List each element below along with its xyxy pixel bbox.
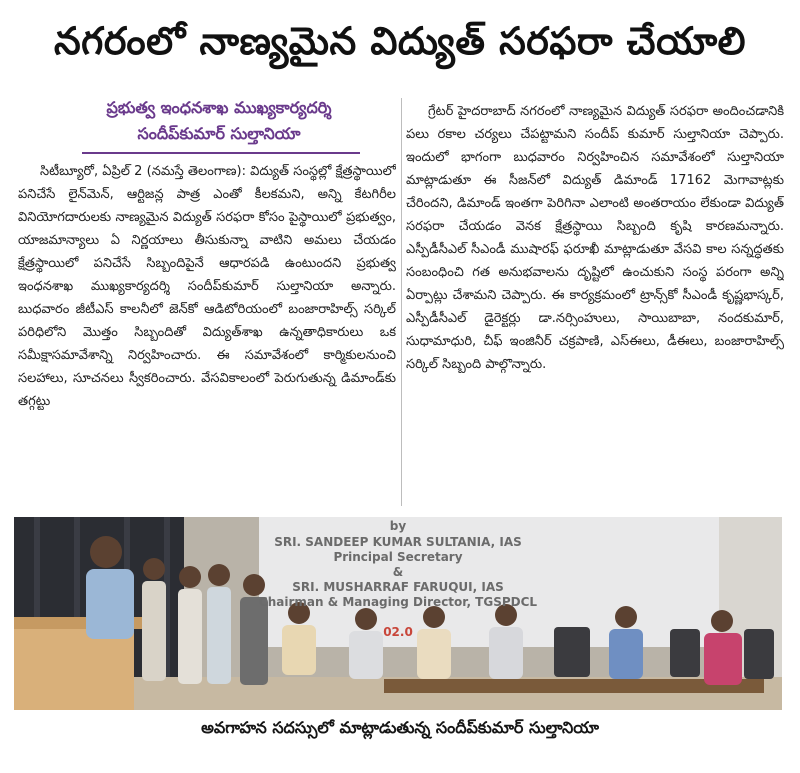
banner-line-by: by [389, 519, 407, 533]
banner-line-date: 02.0 [383, 625, 413, 639]
subhead-line-1: ప్రభుత్వ ఇంధనశాఖ ముఖ్యకార్యదర్శి [106, 98, 332, 117]
article-paragraph-right: గ్రేటర్ హైదరాబాద్ నగరంలో నాణ్యమైన విద్యుత్ సరఫరా అందించడానికి పలు రకాల చర్యలు చేపట్టామని సందీప్ కుమార్ సుల్తానియా చెప్పారు. ఇందులో భాగంగా బుధవారం నిర్వహించిన సమావేశంలో సుల్తానియా మాట్లాడుతూ ఈ సీజన్‌లో విద్యుత్ డిమాండ్ 17162 మెగావాట్లకు చేరిందని, డిమాండ్ ఇంతగా పెరిగినా ఎలాంటి అంతరాయం లేకుండా విద్యుత్ సరఫరా చేయడం వెనక క్షేత్రస్థాయి సిబ్బంది కృషి కారణమన్నారు. ఎస్పీడీసీఎల్ సీఎండీ ముషారఫ్ ఫరూఖీ మాట్లాడుతూ వేసవి కాల సన్నద్ధతకు సంబంధించి గత అనుభవాలను దృష్టిలో ఉంచుకుని సంస్థ పరంగా అన్ని ఏర్పాట్లు చేశామని చెప్పారు. ఈ కార్యక్రమంలో ట్రాన్స్‌కో సీఎండీ కృష్ణభాస్కర్, ఎస్పీడీసీఎల్ డైరెక్టర్లు డా.నర్సింహులు, సాయిబాబా, నందకుమార్, సుధామాధురి, చీఫ్ ఇంజినీర్ చక్రపాణి, ఎస్‌ఈలు, డీఈలు, బంజారాహిల్స్ సర్కిల్ సిబ్బంది పాల్గొన్నారు. [406, 104, 784, 372]
banner-line-ampersand: & [392, 565, 404, 579]
banner-line-name-2: SRI. MUSHARRAF FARUQUI, IAS [292, 580, 504, 594]
event-photo [14, 517, 782, 710]
article-column-left [18, 160, 396, 505]
article-paragraph-left: సిటీబ్యూరో, ఏప్రిల్ 2 (నమస్తే తెలంగాణ): విద్యుత్ సంస్థల్లో క్షేత్రస్థాయిలో పనిచేసే లైన్‌మెన్, ఆర్టిజన్ల పాత్ర ఎంతో కీలకమని, అన్ని కేటగిరీల వినియోగదారులకు నాణ్యమైన విద్యుత్ సరఫరా కోసం పైస్థాయిలో ప్రభుత్వం, యాజమాన్యాలు ఏ నిర్ణయాలు తీసుకున్నా వాటిని అమలు చేయడం క్షేత్రస్థాయిలో పనిచేసే సిబ్బందిపైనే ఆధారపడి ఉంటుందని ప్రభుత్వ ఇంధనశాఖ ముఖ్యకార్యదర్శి సందీప్‌కుమార్ సుల్తానియా అన్నారు. బుధవారం జీటీఎస్ కాలనీలో జెన్‌కో ఆడిటోరియంలో బంజారాహిల్స్ సర్కిల్ పరిధిలోని మొత్తం సిబ్బందితో విద్యుత్‌శాఖ ఉన్నతాధికారులు ఒక సమీక్షాసమావేశాన్ని నిర్వహించారు. ఈ సమావేశంలో కార్మికులనుంచి సలహాలు, సూచనలు స్వీకరించారు. వేసవికాలంలో పెరుగుతున్న డిమాండ్‌కు తగ్గట్టు [18, 164, 396, 409]
subheadline [60, 95, 378, 147]
banner-line-title-1: Principal Secretary [333, 550, 463, 564]
photo-caption: అవగాహన సదస్సులో మాట్లాడుతున్న సందీప్‌కుమార్ సుల్తానియా [201, 718, 599, 737]
banner-line-title-2: Chairman & Managing Director, TGSPDCL [258, 595, 538, 609]
column-divider [401, 98, 402, 506]
headline: నగరంలో నాణ్యమైన విద్యుత్ సరఫరా చేయాలి [54, 19, 746, 63]
subhead-underline [82, 152, 360, 154]
subhead-line-2: సందీప్‌కుమార్ సుల్తానియా [137, 124, 301, 143]
banner-line-name-1: SRI. SANDEEP KUMAR SULTANIA, IAS [274, 535, 522, 549]
article-column-right [406, 100, 784, 505]
